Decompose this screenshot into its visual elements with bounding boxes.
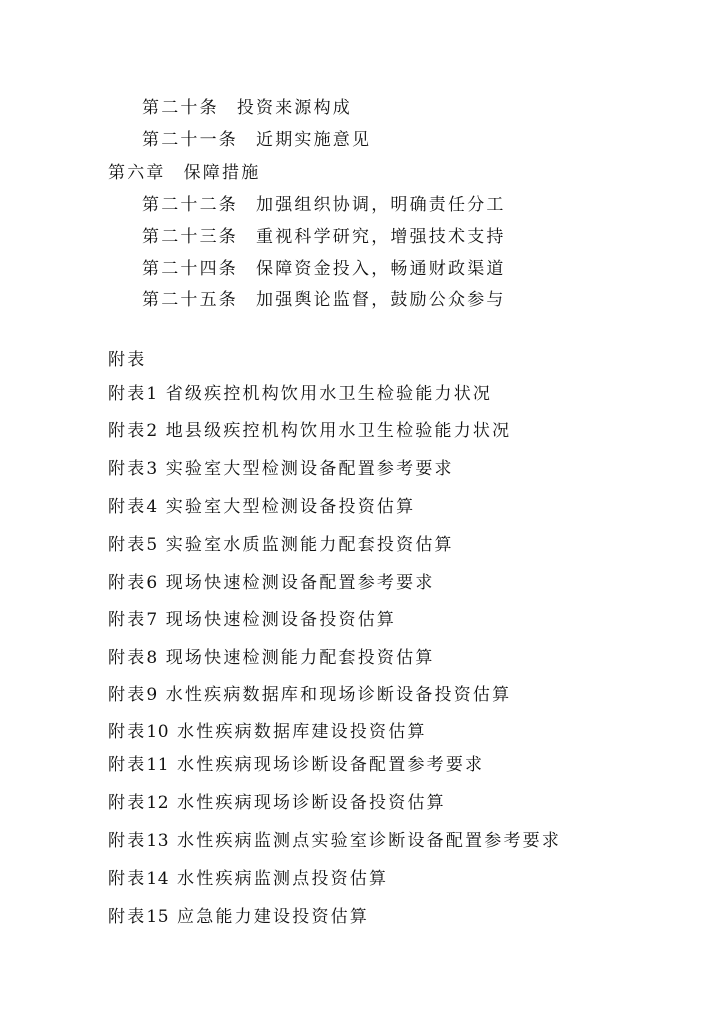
appendix-prefix: 附表 [108,722,147,742]
appendix-prefix: 附表 [108,869,147,889]
appendix-item [108,830,561,852]
appendix-prefix: 附表 [108,755,147,775]
appendix-number: 3 [146,459,158,479]
appendix-number: 13 [146,831,170,851]
article-number: 第二十三条 [142,227,238,247]
article-title: 加强组织协调，明确责任分工 [256,195,506,215]
appendix-number: 9 [146,685,158,705]
appendix-item [108,868,388,890]
appendix-number: 1 [146,384,158,404]
article-title: 保障资金投入，畅通财政渠道 [256,259,506,279]
appendix-prefix: 附表 [108,685,147,705]
appendix-prefix: 附表 [108,535,147,555]
appendix-number: 8 [146,648,158,668]
appendix-title: 实验室水质监测能力配套投资估算 [165,535,454,555]
appendix-title: 现场快速检测能力配套投资估算 [165,648,435,668]
appendix-item [108,792,446,814]
appendix-prefix: 附表 [108,573,147,593]
appendix-title: 水性疾病数据库和现场诊断设备投资估算 [165,685,512,705]
article-number: 第二十条 [142,98,219,118]
appendix-item [108,721,427,743]
appendix-number: 11 [146,755,170,775]
appendix-title: 现场快速检测设备配置参考要求 [165,573,435,593]
appendix-prefix: 附表 [108,384,147,404]
appendix-prefix: 附表 [108,459,147,479]
toc-article-20 [142,97,352,119]
appendix-title: 省级疾控机构饮用水卫生检验能力状况 [165,384,493,404]
appendix-title: 水性疾病现场诊断设备配置参考要求 [177,755,485,775]
appendix-item [108,754,484,776]
appendix-item [108,496,415,518]
article-title: 加强舆论监督，鼓励公众参与 [256,290,506,310]
appendix-item [108,906,369,928]
article-title: 重视科学研究，增强技术支持 [256,227,506,247]
appendix-number: 14 [146,869,170,889]
appendix-number: 7 [146,610,158,630]
article-title: 近期实施意见 [256,130,372,150]
appendix-heading-text: 附表 [108,350,147,370]
toc-article-23 [142,226,506,248]
chapter-number: 第六章 [108,163,166,183]
appendix-prefix: 附表 [108,648,147,668]
article-number: 第二十五条 [142,290,238,310]
appendix-item [108,383,492,405]
appendix-item [108,458,454,480]
article-number: 第二十二条 [142,195,238,215]
appendix-title: 实验室大型检测设备配置参考要求 [165,459,454,479]
appendix-title: 现场快速检测设备投资估算 [165,610,397,630]
appendix-prefix: 附表 [108,831,147,851]
appendix-prefix: 附表 [108,793,147,813]
appendix-number: 2 [146,421,158,441]
appendix-prefix: 附表 [108,497,147,517]
appendix-number: 6 [146,573,158,593]
toc-article-24 [142,258,506,280]
toc-article-25 [142,289,506,311]
appendix-item [108,609,396,631]
appendix-heading [108,349,146,371]
appendix-prefix: 附表 [108,421,147,441]
appendix-item [108,420,511,442]
appendix-title: 实验室大型检测设备投资估算 [165,497,416,517]
appendix-number: 12 [146,793,170,813]
appendix-number: 5 [146,535,158,555]
appendix-item [108,534,454,556]
toc-article-21 [142,129,371,151]
appendix-title: 地县级疾控机构饮用水卫生检验能力状况 [165,421,512,441]
appendix-prefix: 附表 [108,907,147,927]
appendix-title: 水性疾病数据库建设投资估算 [177,722,427,742]
appendix-number: 4 [146,497,158,517]
appendix-prefix: 附表 [108,610,147,630]
article-number: 第二十一条 [142,130,238,150]
toc-chapter-6 [108,162,260,184]
chapter-title: 保障措施 [183,163,261,183]
appendix-title: 水性疾病现场诊断设备投资估算 [177,793,446,813]
article-title: 投资来源构成 [236,98,353,118]
article-number: 第二十四条 [142,259,238,279]
appendix-item [108,684,511,706]
appendix-number: 15 [146,907,170,927]
appendix-item [108,572,435,594]
appendix-item [108,647,435,669]
appendix-number: 10 [146,722,170,742]
appendix-title: 水性疾病监测点实验室诊断设备配置参考要求 [177,831,562,851]
toc-article-22 [142,194,506,216]
appendix-title: 水性疾病监测点投资估算 [177,869,389,889]
appendix-title: 应急能力建设投资估算 [177,907,370,927]
